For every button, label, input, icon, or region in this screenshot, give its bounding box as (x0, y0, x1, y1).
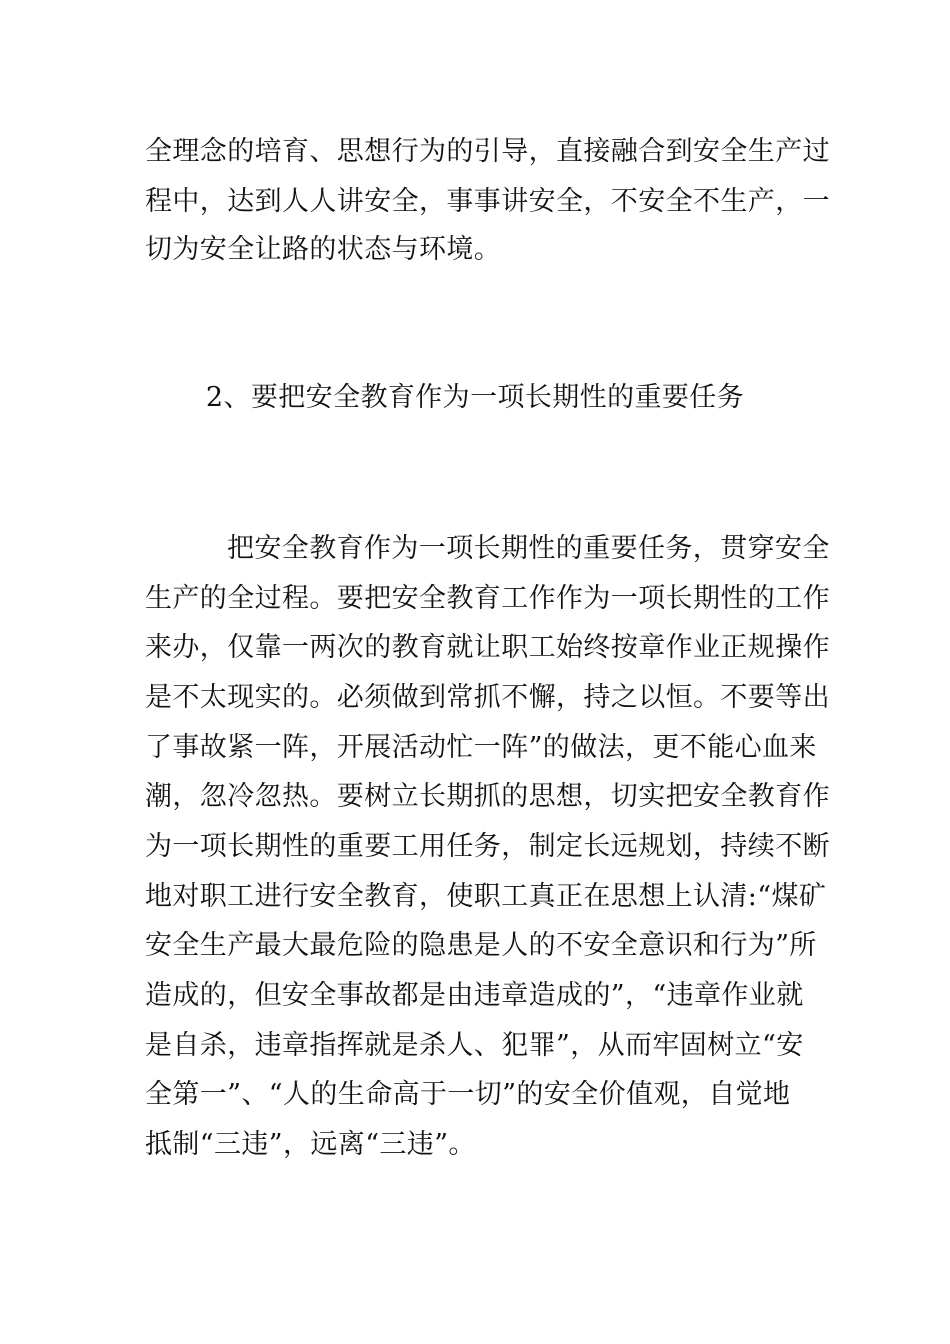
paragraph-line: 程中，达到人人讲安全，事事讲安全，不安全不生产，一 (145, 186, 830, 217)
paragraph-line: 是自杀，违章指挥就是杀人、犯罪”，从而牢固树立“安 (145, 1030, 804, 1061)
paragraph-line: 把安全教育作为一项长期性的重要任务，贯穿安全 (227, 533, 830, 564)
section-heading: 2、要把安全教育作为一项长期性的重要任务 (205, 382, 745, 413)
paragraph-line: 生产的全过程。要把安全教育工作作为一项长期性的工作 (145, 583, 830, 614)
paragraph-line: 全理念的培育、思想行为的引导，直接融合到安全生产过 (145, 136, 830, 167)
paragraph-line: 安全生产最大最危险的隐患是人的不安全意识和行为”所 (145, 930, 817, 961)
paragraph-line: 潮，忽冷忽热。要树立长期抓的思想，切实把安全教育作 (145, 781, 830, 812)
paragraph-line: 抵制“三违”，远离“三违”。 (145, 1129, 476, 1160)
paragraph-line: 造成的，但安全事故都是由违章造成的”，“违章作业就 (145, 980, 804, 1011)
paragraph-line: 地对职工进行安全教育，使职工真正在思想上认清:“煤矿 (145, 881, 827, 912)
paragraph-line: 了事故紧一阵，开展活动忙一阵”的做法，更不能心血来 (145, 732, 817, 763)
paragraph-line: 来办，仅靠一两次的教育就让职工始终按章作业正规操作 (145, 632, 830, 663)
paragraph-line: 全第一”、“人的生命高于一切”的安全价值观，自觉地 (145, 1079, 791, 1110)
paragraph-line: 切为安全让路的状态与环境。 (145, 234, 502, 265)
paragraph-line: 是不太现实的。必须做到常抓不懈，持之以恒。不要等出 (145, 682, 830, 713)
paragraph-line: 为一项长期性的重要工用任务，制定长远规划，持续不断 (145, 831, 830, 862)
